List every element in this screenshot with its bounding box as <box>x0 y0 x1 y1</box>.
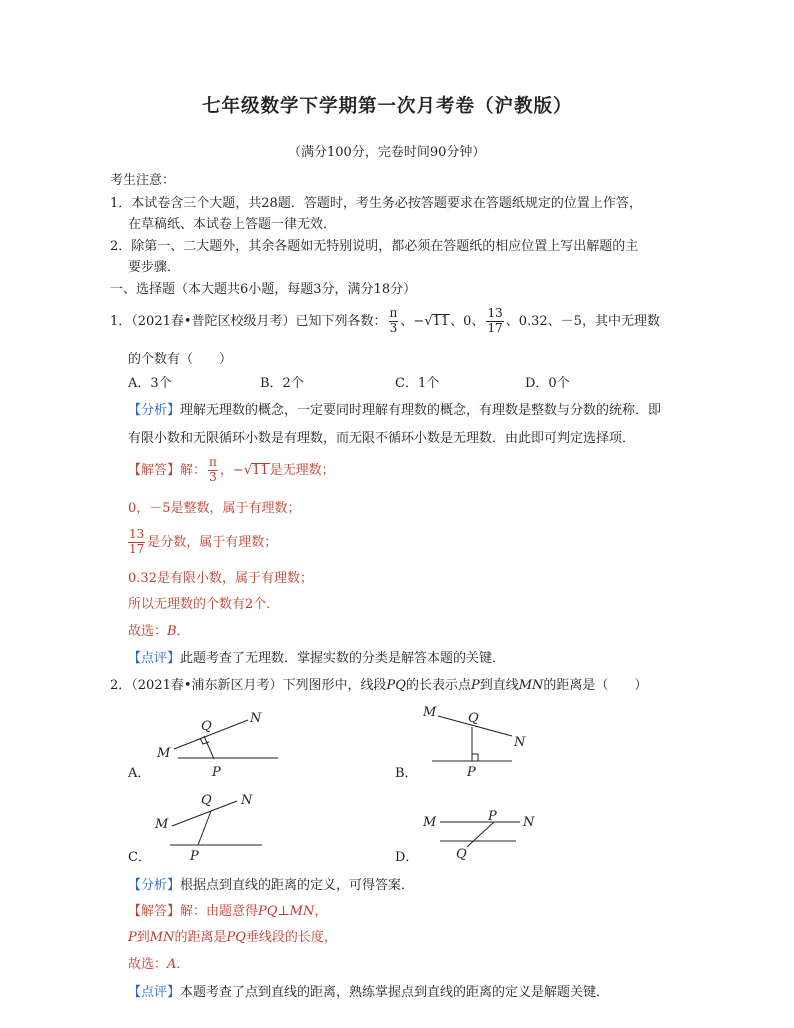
fig-b-label-m: M <box>423 705 437 720</box>
page-title: 七年级数学下学期第一次月考卷（沪教版） <box>202 96 573 117</box>
fig-b-label-q: Q <box>468 711 479 726</box>
q1-frac2-num: 13 <box>487 306 503 320</box>
q1-sqrt: √11 <box>424 313 450 329</box>
q2-option-a-label[interactable]: A． <box>128 766 151 781</box>
q1-sep1: 、− <box>400 313 425 329</box>
fig-d-labels <box>422 809 535 862</box>
fig-b-label-p: P <box>467 765 476 780</box>
q1-choice-suffix: ． <box>176 624 190 639</box>
q1-option-d[interactable]: D．0个 <box>525 376 570 391</box>
q2-answer-a: 解：由题意得 <box>180 904 259 919</box>
notice-item-2-cont: 要步骤． <box>128 260 181 275</box>
q1-answer-sqrt-radicand: 11 <box>252 462 269 478</box>
q2-stem-b: 的长表示点 <box>405 678 471 693</box>
q2-option-d-label[interactable]: D． <box>395 850 419 865</box>
fig-b-label-n: N <box>514 735 526 750</box>
fig-b-labels <box>422 705 526 780</box>
q2-line2-c: 垂线段的长度， <box>245 930 337 945</box>
q2-stem-c: 到直线 <box>479 678 519 693</box>
q2-answer-tag: 【解答】 <box>128 904 181 919</box>
q2-answer-expr: PQ⊥MN <box>258 904 315 919</box>
fig-d-label-q: Q <box>456 847 467 862</box>
q1-analysis-line2: 有限小数和无限循环小数是有理数，而无限不循环小数是无理数．由此即可判定选择项． <box>128 431 636 446</box>
q1-option-a[interactable]: A．3个 <box>128 376 172 391</box>
q1-fraction-13-17 <box>486 307 503 336</box>
q2-option-b-label[interactable]: B． <box>395 766 418 781</box>
fig-a-segment-pq <box>204 736 214 759</box>
q2-line2-b: 的距离是 <box>174 930 227 945</box>
q1-sqrt-radicand: 11 <box>432 313 450 329</box>
fig-a-right-angle <box>200 738 209 744</box>
notice-item-1: 1．本试卷含三个大题，共28题．答题时，考生务必按答题要求在答题纸规定的位置上作答， <box>110 196 642 211</box>
q1-answer-line4: 0.32是有限小数，属于有理数； <box>128 571 313 586</box>
q2-stem-p: P <box>470 678 480 693</box>
fig-a-label-p: P <box>212 765 221 780</box>
q1-comment <box>128 652 505 665</box>
q2-line2-p: P <box>128 930 137 945</box>
q1-line3-frac-num: 13 <box>129 527 145 541</box>
question-2-stem <box>110 679 647 692</box>
q2-stem-pq: PQ <box>386 678 406 693</box>
q1-answer-sqrt: √11 <box>243 462 269 478</box>
q1-comment-text: 此题考查了无理数．掌握实数的分类是解答本题的关键． <box>180 651 506 666</box>
fig-d-label-n: N <box>523 815 535 830</box>
fig-c-label-n: N <box>241 793 253 808</box>
q1-answer-frac-num: π <box>209 455 217 469</box>
q1-stem-a: 1．（2021春•普陀区校级月考）已知下列各数： <box>110 313 387 329</box>
fig-a-label-q: Q <box>201 719 212 734</box>
fig-c-label-q: Q <box>201 793 212 808</box>
q2-comment-tag: 【点评】 <box>128 985 181 1000</box>
q1-analysis <box>128 404 661 417</box>
q1-answer-line2: 0，－5是整数，属于有理数； <box>128 501 301 516</box>
fig-c-label-m: M <box>155 817 169 832</box>
q2-figures <box>0 700 794 900</box>
q1-answer-b: 是无理数； <box>269 462 335 478</box>
q1-fraction-pi-3 <box>389 307 399 336</box>
question-1-stem <box>110 307 660 336</box>
fig-b-right-angle <box>472 754 478 761</box>
q2-stem-d: 的距离是（ ） <box>543 678 648 693</box>
q1-option-c[interactable]: C．1个 <box>395 376 440 391</box>
fig-a-label-n: N <box>250 711 262 726</box>
q1-choice-prefix: 故选： <box>128 624 168 639</box>
q2-line2-pq: PQ <box>226 930 246 945</box>
q1-choice <box>128 625 190 638</box>
fig-c-labels <box>154 793 253 864</box>
q1-answer-fraction-13-17 <box>128 528 145 557</box>
q2-answer-b: ， <box>314 904 328 919</box>
q1-stem-b: 、0.32、－5，其中无理数 <box>505 313 660 329</box>
notice-heading: 考生注意： <box>110 173 176 188</box>
q1-comment-tag: 【点评】 <box>128 651 181 666</box>
q2-comment-text: 本题考查了点到直线的距离，熟练掌握点到直线的距离的定义是解题关键． <box>180 985 610 1000</box>
q2-choice-letter: A <box>167 957 177 972</box>
q2-choice <box>128 958 189 971</box>
q1-analysis-tag: 【分析】 <box>128 403 181 418</box>
q2-choice-prefix: 故选： <box>128 957 168 972</box>
fig-c-segment-pq <box>198 811 211 845</box>
q1-choice-letter: B <box>167 624 177 639</box>
q2-analysis-text: 根据点到直线的距离的定义，可得答案． <box>180 878 415 893</box>
q1-sep2: 、0、 <box>450 313 485 329</box>
q1-answer-a: 解： <box>180 462 207 478</box>
section-heading: 一、选择题（本大题共6小题，每题3分，满分18分） <box>110 282 417 297</box>
fig-d-label-m: M <box>423 815 437 830</box>
notice-item-2: 2．除第一、二大题外，其余各题如无特别说明，都必须在答题纸的相应位置上写出解题的主 <box>110 239 639 254</box>
q2-answer-line2 <box>128 931 337 944</box>
exam-subtitle: （满分100分，完卷时间90分钟） <box>288 145 486 160</box>
q2-analysis-tag: 【分析】 <box>128 878 181 893</box>
fig-d-segment-pq <box>467 822 494 847</box>
q1-stem-c: 的个数有（ ） <box>128 352 233 367</box>
q1-option-b[interactable]: B．2个 <box>260 376 304 391</box>
q1-answer <box>128 456 335 485</box>
q1-answer-line5: 所以无理数的个数有2个． <box>128 597 280 612</box>
q1-answer-fraction-pi-3 <box>208 456 218 485</box>
q2-line2-a: 到 <box>136 930 150 945</box>
q1-answer-line3 <box>128 528 277 557</box>
q2-analysis <box>128 879 414 892</box>
q1-analysis-line1: 理解无理数的概念，一定要同时理解有理数的概念，有理数是整数与分数的统称．即 <box>180 403 662 418</box>
q1-answer-mid: ，− <box>219 462 244 478</box>
fig-d-label-p: P <box>488 809 497 824</box>
fig-a-label-m: M <box>157 746 171 761</box>
q2-stem-a: 2．（2021春•浦东新区月考）下列图形中，线段 <box>110 678 387 693</box>
fig-a-labels <box>156 711 262 780</box>
q2-option-c-label[interactable]: C． <box>128 850 151 865</box>
q1-line3-text: 是分数，属于有理数； <box>147 534 278 550</box>
q1-line3-frac-den: 17 <box>129 541 145 556</box>
q2-choice-suffix: ． <box>176 957 190 972</box>
q2-line2-mn: MN <box>149 930 175 945</box>
q2-stem-mn: MN <box>518 678 544 693</box>
q1-answer-frac-den: 3 <box>209 469 217 484</box>
q2-comment <box>128 986 609 999</box>
notice-item-1-cont: 在草稿纸、本试卷上答题一律无效． <box>128 217 337 232</box>
q1-answer-tag: 【解答】 <box>128 462 181 478</box>
q1-frac1-den: 3 <box>389 320 398 335</box>
q2-answer <box>128 905 327 918</box>
q1-frac1-num: π <box>389 306 398 320</box>
q1-frac2-den: 17 <box>487 320 503 335</box>
fig-c-label-p: P <box>190 849 199 864</box>
